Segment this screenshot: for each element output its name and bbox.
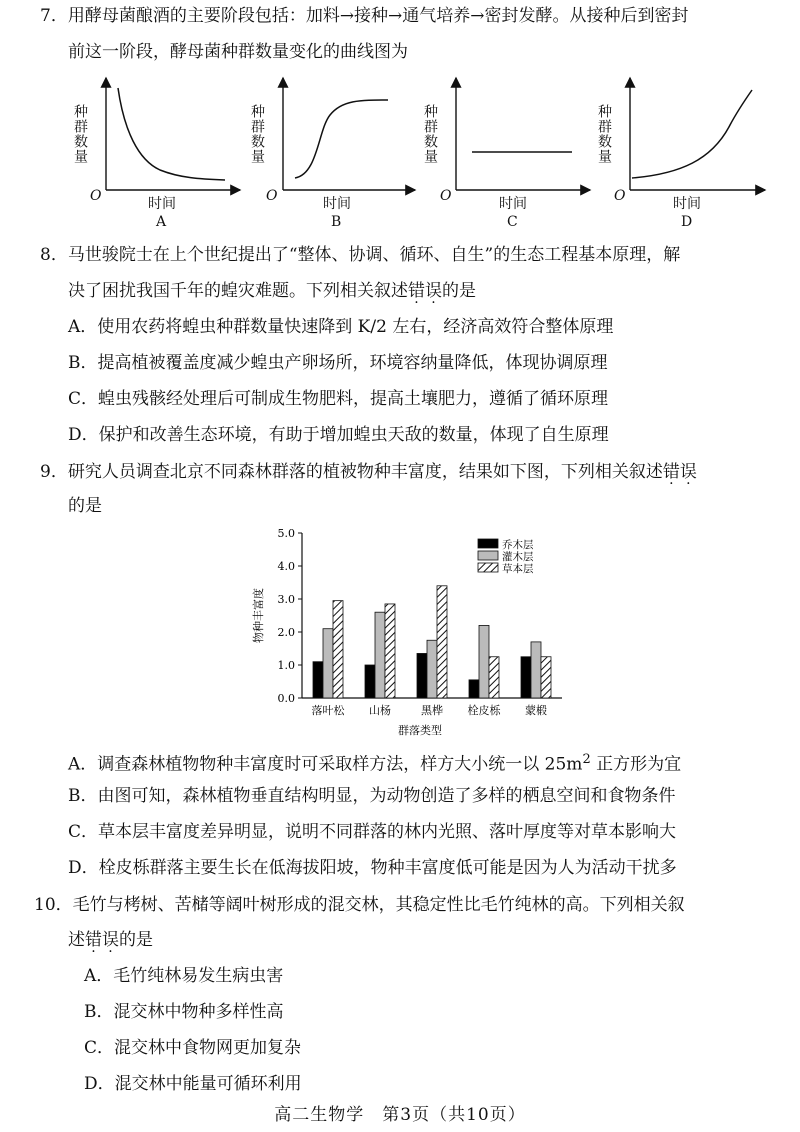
legend-swatch <box>478 539 498 548</box>
graph-b-xlabel: 时间 <box>323 196 351 212</box>
graph-c <box>456 78 590 190</box>
y-axis-label: 物种丰富度 <box>252 588 265 643</box>
graph-b-ylabel: 种群数量 <box>249 104 265 164</box>
q10-option-b: B．混交林中物种多样性高 <box>84 1002 284 1022</box>
bar <box>521 657 531 698</box>
q10-option-d: D．混交林中能量可循环利用 <box>84 1074 302 1094</box>
legend-label: 乔木层 <box>502 539 534 551</box>
q9-option-d: D．栓皮栎群落主要生长在低海拔阳坡，物种丰富度低可能是因为人为活动干扰多 <box>68 858 677 878</box>
bar <box>385 604 395 698</box>
q9-option-b: B．由图可知，森林植物垂直结构明显，为动物创造了多样的栖息空间和食物条件 <box>68 786 676 806</box>
q7-graphs <box>0 70 800 250</box>
q7-line1: 7．用酵母菌酿酒的主要阶段包括：加料→接种→通气培养→密封发酵。从接种后到密封 <box>40 6 689 26</box>
q9-option-a: A．调查森林植物物种丰富度时可采取样方法，样方大小统一以 $25m^2$ 正方形为宜 <box>68 752 682 775</box>
q10-option-c: C．混交林中食物网更加复杂 <box>84 1038 302 1058</box>
q8-option-a: A．使用农药将蝗虫种群数量快速降到 K/2 左右，经济高效符合整体原理 <box>68 317 614 337</box>
q8-option-c: C．蝗虫残骸经处理后可制成生物肥料，提高土壤肥力，遵循了循环原理 <box>68 389 609 409</box>
q8-option-d: D．保护和改善生态环境，有助于增加蝗虫天敌的数量，体现了自生原理 <box>68 425 609 445</box>
q10-line2: 述错误的是 <box>68 930 153 950</box>
bar <box>417 653 427 698</box>
bar <box>323 629 333 698</box>
graph-b-origin: O <box>266 188 278 204</box>
q8-option-b: B．提高植被覆盖度减少蝗虫产卵场所，环境容纳量降低，体现协调原理 <box>68 353 608 373</box>
graph-a-xlabel: 时间 <box>148 196 176 212</box>
bar <box>333 601 343 698</box>
y-tick-label: 4.0 <box>277 560 295 573</box>
legend-swatch <box>478 551 498 560</box>
q9-line1: 9．研究人员调查北京不同森林群落的植被物种丰富度，结果如下图，下列相关叙述错误 <box>40 462 697 482</box>
bar <box>541 657 551 698</box>
bar <box>437 586 447 698</box>
graph-c-xlabel: 时间 <box>499 196 527 212</box>
graph-c-ylabel: 种群数量 <box>422 104 438 164</box>
y-tick-label: 5.0 <box>277 527 295 540</box>
y-tick-label: 2.0 <box>277 626 295 639</box>
graph-c-letter: C <box>507 214 518 230</box>
bar <box>375 612 385 698</box>
bar <box>313 662 323 698</box>
graph-b-letter: B <box>331 214 342 230</box>
graph-a-ylabel: 种群数量 <box>72 104 88 164</box>
bar <box>469 680 479 698</box>
bar <box>489 657 499 698</box>
page-footer: 高二生物学 第3页（共10页） <box>274 1105 526 1125</box>
q8-line1: 8．马世骏院士在上个世纪提出了“整体、协调、循环、自生”的生态工程基本原理，解 <box>40 245 681 265</box>
y-tick-label: 3.0 <box>277 593 295 606</box>
q10-line1: 10．毛竹与栲树、苦槠等阔叶树形成的混交林，其稳定性比毛竹纯林的高。下列相关叙 <box>34 895 685 915</box>
category-label: 黑桦 <box>421 704 443 717</box>
bar <box>365 665 375 698</box>
bar <box>479 625 489 698</box>
richness-bar-chart <box>240 525 580 745</box>
graph-d-ylabel: 种群数量 <box>596 104 612 164</box>
graph-d <box>630 78 765 190</box>
q7-line2: 前这一阶段，酵母菌种群数量变化的曲线图为 <box>68 42 408 62</box>
graph-d-xlabel: 时间 <box>673 196 701 212</box>
y-tick-label: 1.0 <box>277 659 295 672</box>
y-tick-label: 0.0 <box>277 692 295 705</box>
legend-swatch <box>478 563 498 572</box>
x-axis-label: 群落类型 <box>398 724 442 737</box>
graph-a-letter: A <box>156 214 167 230</box>
graph-d-letter: D <box>681 214 693 230</box>
q9-line2: 的是 <box>68 496 102 516</box>
graph-c-origin: O <box>440 188 452 204</box>
q10-option-a: A．毛竹纯林易发生病虫害 <box>84 966 284 986</box>
bar <box>427 640 437 698</box>
bar <box>531 642 541 698</box>
graph-a <box>106 78 240 190</box>
category-label: 蒙椴 <box>525 704 547 717</box>
legend-label: 草本层 <box>502 563 534 575</box>
category-label: 山杨 <box>369 704 391 717</box>
graph-d-origin: O <box>614 188 626 204</box>
graph-a-origin: O <box>90 188 102 204</box>
legend-label: 灌木层 <box>502 551 534 563</box>
q9-option-c: C．草本层丰富度差异明显，说明不同群落的林内光照、落叶厚度等对草本影响大 <box>68 822 677 842</box>
graph-b <box>283 78 415 190</box>
q8-line2: 决了困扰我国千年的蝗灾难题。下列相关叙述错误的是 <box>68 281 476 301</box>
category-label: 落叶松 <box>311 704 345 717</box>
category-label: 栓皮栎 <box>467 704 501 717</box>
